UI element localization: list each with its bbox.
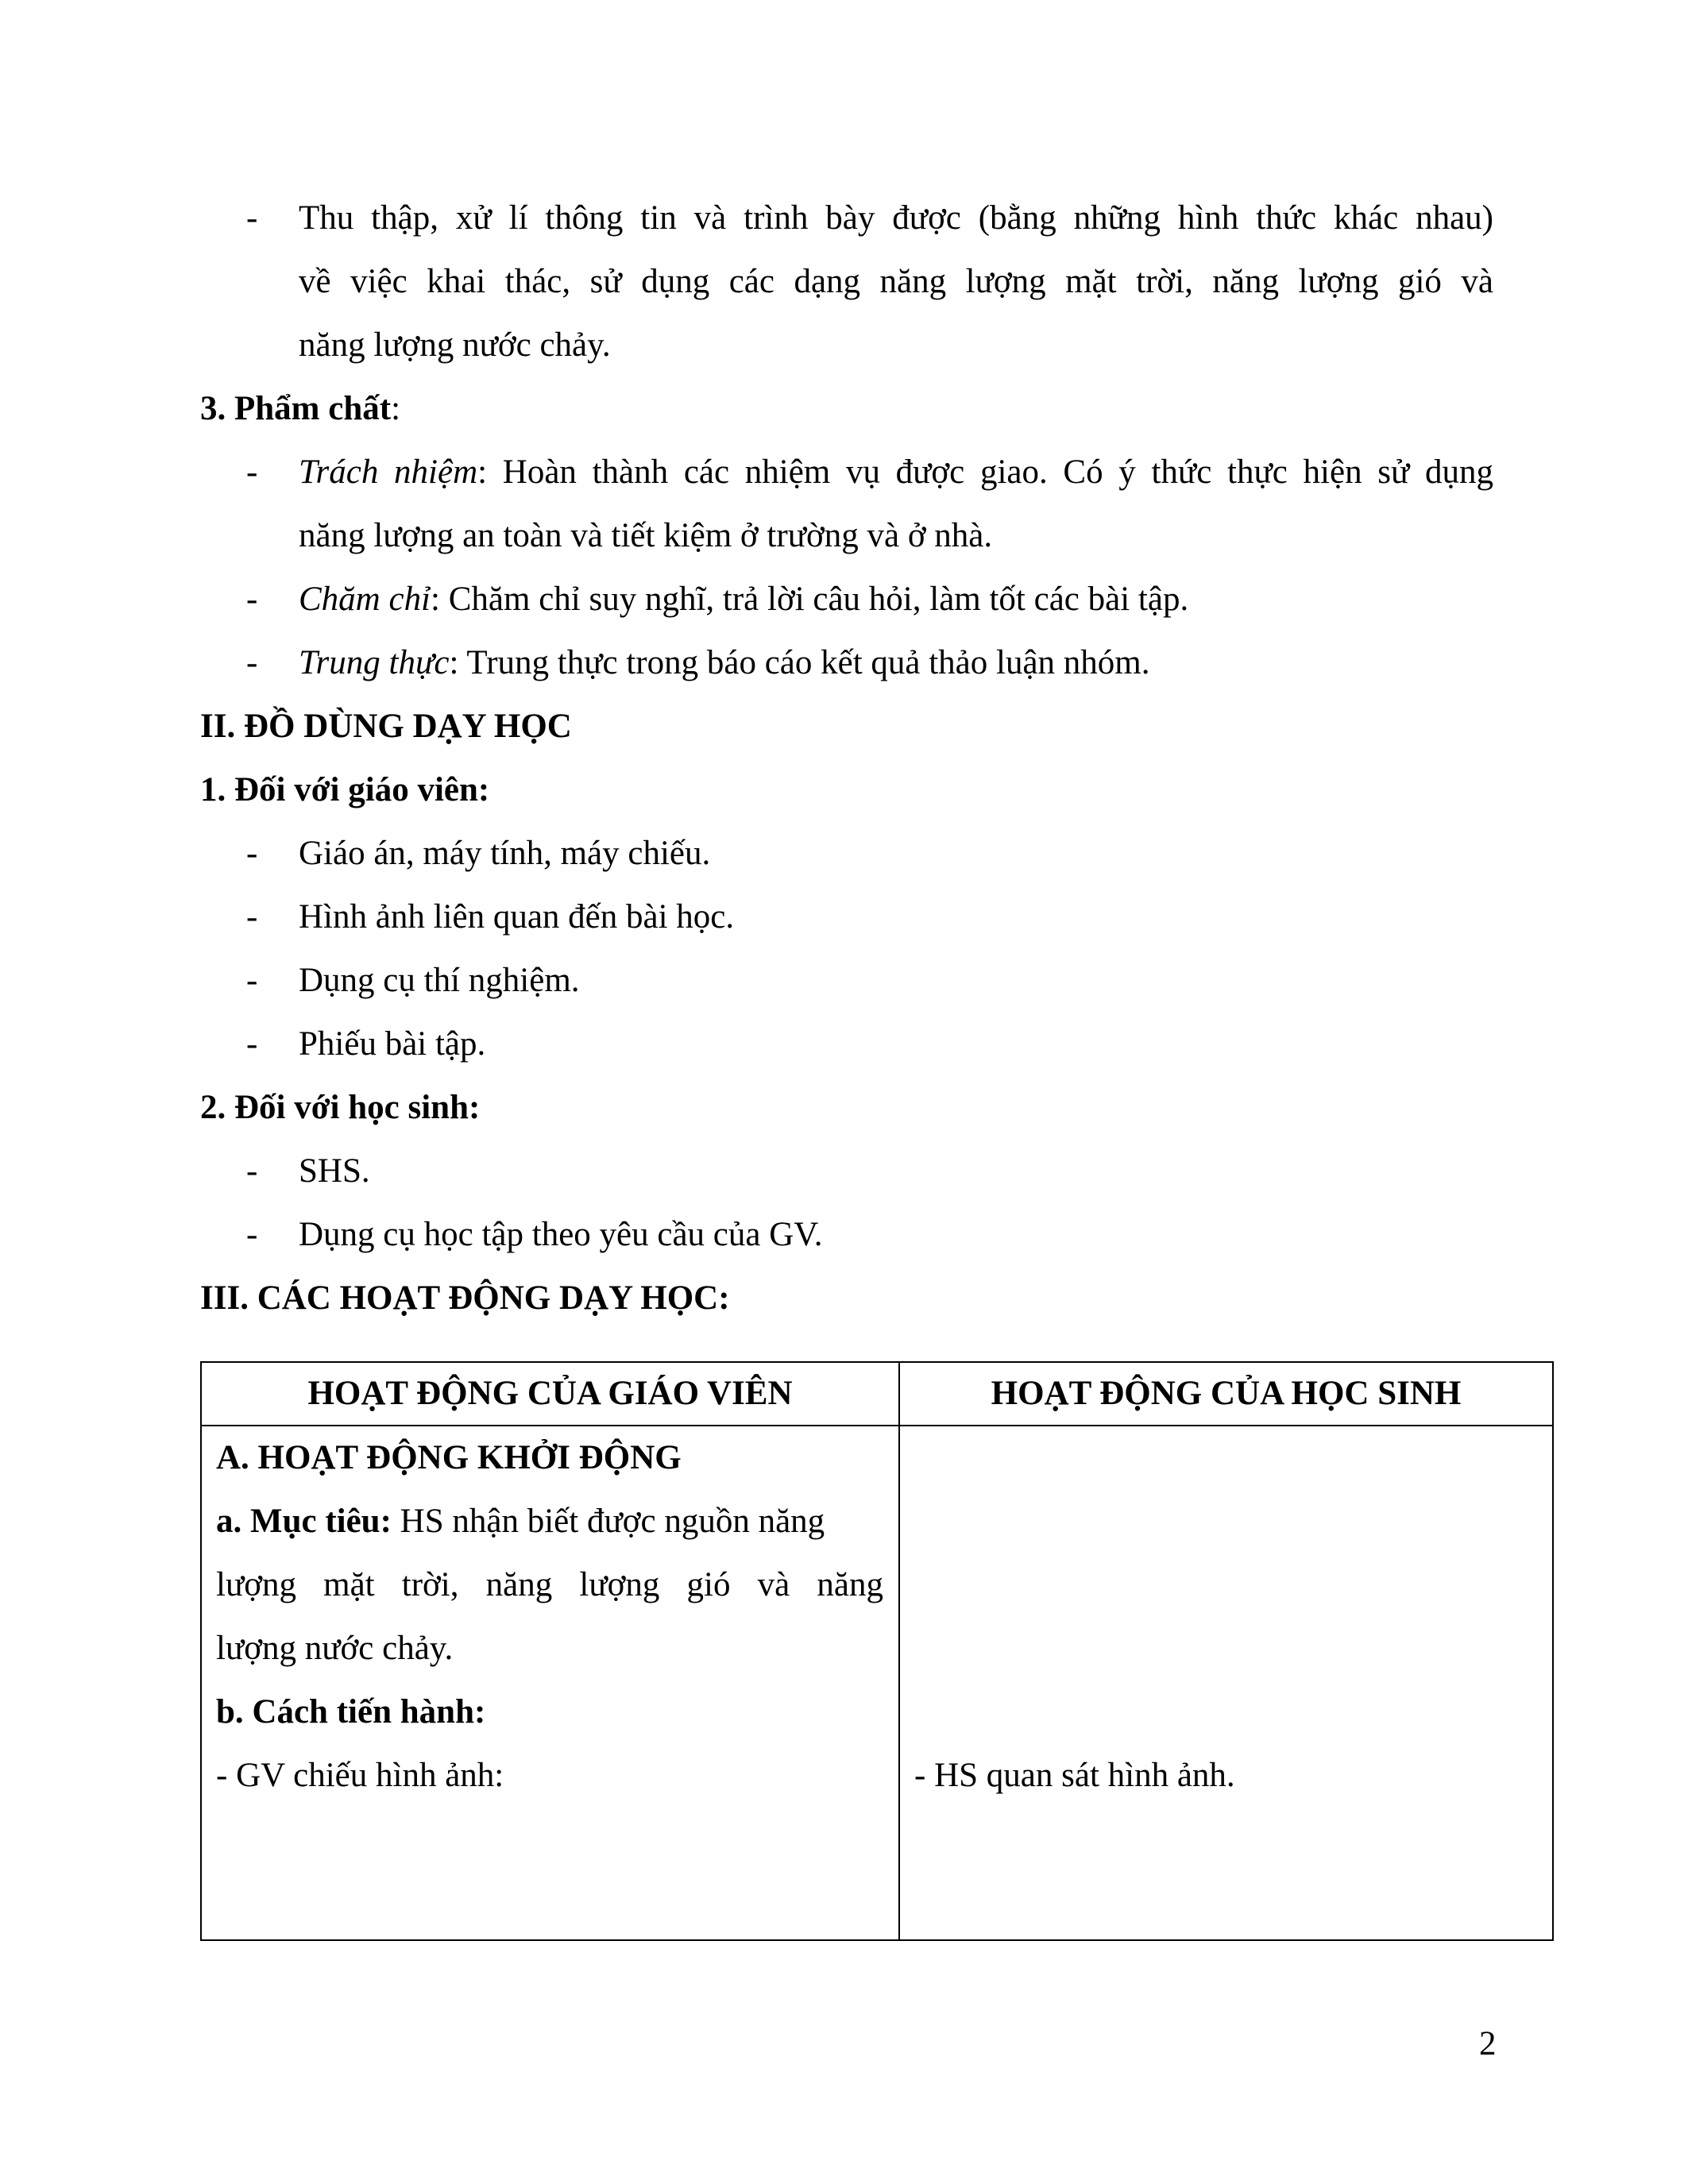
competency-line-1: Thu thập, xử lí thông tin và trình bày được (bằng những hình thức khác nhau) (299, 199, 1493, 237)
activity-table (200, 1361, 1554, 1941)
bullet-dash: - (246, 835, 258, 872)
bullet-dash: - (246, 199, 258, 237)
competency-line-3: năng lượng nước chảy. (299, 326, 611, 364)
qualities-heading-text: 3. Phẩm chất (200, 390, 392, 427)
teacher-material-item: Phiếu bài tập. (299, 1025, 486, 1063)
goal-line-1 (216, 1490, 883, 1553)
section-3-heading: III. CÁC HOẠT ĐỘNG DẠY HỌC: (200, 1279, 730, 1317)
bullet-dash: - (246, 1152, 258, 1190)
bullet-dash: - (246, 453, 258, 491)
table-header-student: HOẠT ĐỘNG CỦA HỌC SINH (991, 1375, 1462, 1412)
table-column-divider (898, 1363, 900, 1939)
student-material-item: Dụng cụ học tập theo yêu cầu của GV. (299, 1216, 823, 1253)
quality-term: Trung thực (299, 644, 450, 681)
quality-responsibility-line-1 (299, 441, 1493, 504)
bullet-dash: - (246, 1025, 258, 1063)
teacher-materials-heading: 1. Đối với giáo viên: (200, 771, 490, 808)
qualities-heading (200, 377, 400, 441)
quality-term: Chăm chỉ (299, 581, 431, 618)
quality-diligence-line (299, 568, 1493, 631)
teacher-material-item: Giáo án, máy tính, máy chiếu. (299, 835, 711, 872)
quality-term: Trách nhiệm (299, 453, 478, 491)
table-header-teacher: HOẠT ĐỘNG CỦA GIÁO VIÊN (307, 1375, 793, 1412)
student-step: - HS quan sát hình ảnh. (914, 1757, 1235, 1794)
bullet-dash: - (246, 644, 258, 681)
method-label: b. Cách tiến hành: (216, 1693, 486, 1731)
goal-text: HS nhận biết được nguồn năng (391, 1503, 825, 1540)
bullet-dash: - (246, 581, 258, 618)
teacher-material-item: Hình ảnh liên quan đến bài học. (299, 898, 735, 936)
quality-text: : Chăm chỉ suy nghĩ, trả lời câu hỏi, làm tốt các bài tập. (431, 581, 1189, 618)
student-material-item: SHS. (299, 1152, 370, 1190)
goal-line-3: lượng nước chảy. (216, 1630, 454, 1667)
goal-label: a. Mục tiêu: (216, 1503, 392, 1540)
bullet-dash: - (246, 898, 258, 936)
bullet-dash: - (246, 962, 258, 999)
qualities-heading-colon: : (391, 390, 401, 427)
teacher-material-item: Dụng cụ thí nghiệm. (299, 962, 580, 999)
competency-line-2: về việc khai thác, sử dụng các dạng năng lượng mặt trời, năng lượng gió và (299, 263, 1493, 300)
teacher-step: - GV chiếu hình ảnh: (216, 1757, 504, 1794)
section-2-heading: II. ĐỒ DÙNG DẠY HỌC (200, 708, 572, 745)
goal-line-2: lượng mặt trời, năng lượng gió và năng (216, 1566, 883, 1603)
page-number: 2 (1479, 2025, 1497, 2062)
bullet-dash: - (246, 1216, 258, 1253)
quality-responsibility-line-2: năng lượng an toàn và tiết kiệm ở trường và ở nhà. (299, 517, 993, 554)
quality-text: : Hoàn thành các nhiệm vụ được giao. Có ý thức thực hiện sử dụng (477, 453, 1493, 491)
student-materials-heading: 2. Đối với học sinh: (200, 1089, 481, 1126)
activity-title: A. HOẠT ĐỘNG KHỞI ĐỘNG (216, 1439, 682, 1476)
quality-honesty-line (299, 631, 1493, 695)
quality-text: : Trung thực trong báo cáo kết quả thảo luận nhóm. (449, 644, 1150, 681)
